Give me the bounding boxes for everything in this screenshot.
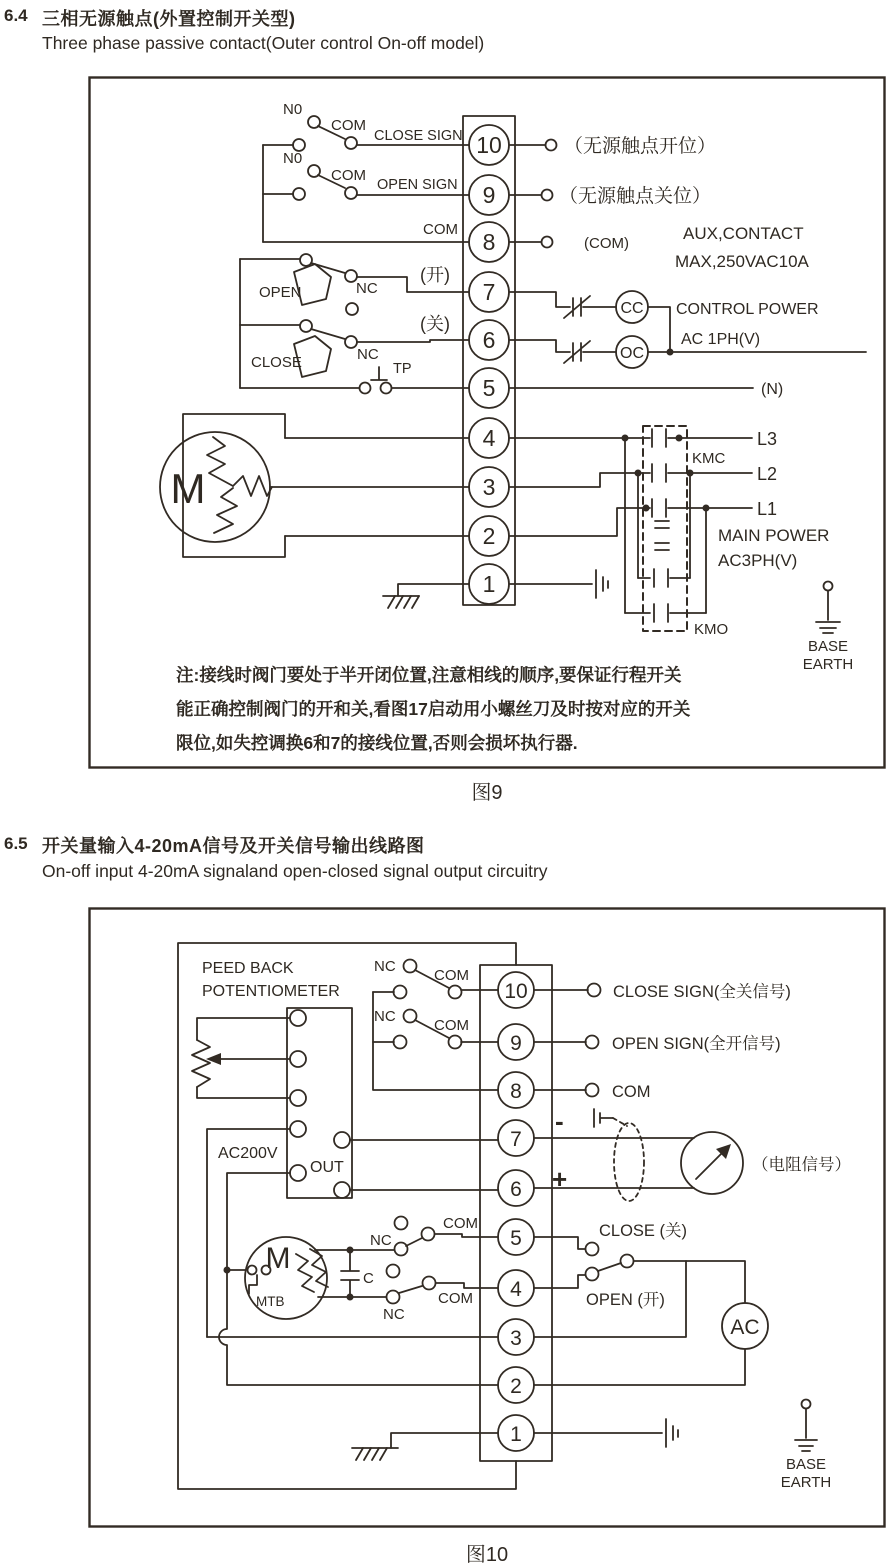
resistance-signal-output — [534, 1106, 851, 1201]
label-close-guan: CLOSE (关) — [599, 1222, 688, 1240]
label-ac1ph: AC 1PH(V) — [681, 331, 761, 348]
label-com-bus: COM — [423, 221, 458, 238]
label-nc-close: NC — [357, 346, 379, 363]
terminal-6: 6 — [510, 1178, 522, 1201]
figure10-caption: 图10 — [465, 1544, 509, 1566]
earth-fig10 — [352, 1400, 831, 1492]
terminal-7: 7 — [482, 279, 496, 305]
label-feedback-2: POTENTIOMETER — [202, 983, 340, 1000]
winding-icon — [214, 488, 237, 533]
contactor-kmc-kmo — [509, 426, 829, 638]
label-com-c: COM — [443, 1215, 478, 1232]
terminal-4: 4 — [510, 1278, 522, 1301]
label-motor-m: M — [265, 1242, 291, 1275]
thermal-protector-icon — [249, 1275, 257, 1294]
label-nc-b: NC — [374, 1008, 396, 1025]
section-65-title-zh: 开关量输入4-20mA信号及开关信号输出线路图 — [42, 836, 425, 856]
figure9-caption: 图9 — [471, 782, 503, 804]
label-com: COM — [612, 1083, 651, 1101]
label-neutral: (N) — [761, 381, 784, 398]
label-motor-m: M — [170, 465, 206, 512]
label-nc-a: NC — [374, 958, 396, 975]
label-com-2: COM — [331, 167, 366, 184]
terminal-1: 1 — [510, 1423, 522, 1446]
label-nc-c: NC — [370, 1232, 392, 1249]
label-cc-coil: CC — [620, 300, 644, 317]
label-mtb: MTB — [256, 1294, 285, 1309]
label-aux-rating: MAX,250VAC10A — [675, 252, 809, 271]
label-open-sign: OPEN SIGN — [377, 177, 458, 193]
winding-icon — [233, 476, 272, 496]
terminal-10: 10 — [504, 980, 528, 1003]
label-com-d: COM — [438, 1290, 473, 1307]
label-kmc: KMC — [692, 450, 726, 467]
label-close-sign: CLOSE SIGN(全关信号) — [613, 983, 791, 1001]
terminal-10: 10 — [476, 132, 502, 158]
control-power-fig9 — [509, 291, 866, 398]
label-tp: TP — [393, 361, 412, 377]
label-earth: EARTH — [780, 1474, 832, 1491]
label-com-1: COM — [331, 117, 366, 134]
label-c: C — [363, 1270, 374, 1287]
winding-icon — [207, 437, 233, 486]
wiring-note — [176, 665, 691, 753]
label-out: OUT — [310, 1159, 344, 1176]
ground-symbol-fig9 — [383, 584, 469, 608]
terminal-strip-fig9 — [463, 116, 515, 605]
label-no-2: N0 — [283, 150, 303, 167]
ac-supply-wire-with-hop — [219, 1173, 498, 1385]
label-control-power: CONTROL POWER — [676, 301, 819, 318]
motor-fig9 — [160, 414, 469, 557]
label-com-paren: (COM) — [584, 235, 629, 252]
terminal-8: 8 — [482, 229, 496, 255]
terminal-3: 3 — [510, 1327, 522, 1350]
label-open-kai: OPEN (开) — [586, 1291, 665, 1309]
terminal-2: 2 — [510, 1375, 522, 1398]
label-open-sign: OPEN SIGN(全开信号) — [612, 1035, 781, 1053]
open-close-selector — [534, 1221, 768, 1385]
shield-ellipse-icon — [614, 1123, 644, 1201]
label-nc-open: NC — [356, 280, 378, 297]
label-nc-d: NC — [383, 1306, 405, 1323]
label-aux-contact: AUX,CONTACT — [683, 224, 804, 243]
label-ac3ph: AC3PH(V) — [718, 551, 798, 570]
potentiometer-icon — [192, 1040, 210, 1087]
label-feedback-1: PEED BACK — [202, 960, 294, 977]
label-com-a: COM — [434, 967, 469, 984]
figure9-wiring-diagram — [88, 76, 886, 770]
label-close-sign: CLOSE SIGN — [374, 128, 463, 144]
label-ac: AC — [730, 1316, 760, 1339]
note-line-3: 限位,如失控调换6和7的接线位置,否则会损坏执行器. — [176, 733, 578, 753]
section-65-title-en: On-off input 4-20mA signaland open-closed signal output circuitry — [42, 861, 548, 881]
note-line-2: 能正确控制阀门的开和关,看图17启动用小螺丝刀及时按对应的开关 — [176, 699, 691, 719]
earth-fig9 — [509, 570, 853, 673]
label-plus: + — [552, 1164, 568, 1194]
section-64-title-en: Three phase passive contact(Outer control On-off model) — [42, 33, 485, 53]
terminal-9: 9 — [482, 182, 496, 208]
section-65-number: 6.5 — [4, 834, 28, 853]
winding-icon — [296, 1254, 314, 1292]
tp-button-icon — [371, 367, 387, 380]
terminal-4: 4 — [482, 425, 496, 451]
label-resist-signal: （电阻信号） — [752, 1156, 851, 1174]
note-line-1: 注:接线时阀门要处于半开闭位置,注意相线的顺序,要保证行程开关 — [176, 665, 682, 685]
label-earth: EARTH — [802, 656, 854, 673]
capacitor-icon — [341, 1250, 359, 1297]
figure10-wiring-diagram — [88, 907, 886, 1530]
shield-ground-icon — [594, 1109, 613, 1127]
label-passive-open: （无源触点开位） — [564, 136, 717, 157]
label-l1: L1 — [757, 499, 778, 519]
terminal-7: 7 — [510, 1128, 522, 1151]
label-main-power: MAIN POWER — [718, 526, 830, 545]
figure9-border — [90, 78, 885, 768]
label-base: BASE — [785, 1456, 827, 1473]
motor-fig10 — [224, 1215, 499, 1323]
terminal-3: 3 — [482, 474, 496, 500]
label-l2: L2 — [757, 464, 778, 484]
label-kmo: KMO — [694, 621, 729, 638]
signal-outputs-fig10 — [534, 982, 791, 1101]
terminal-2: 2 — [482, 523, 496, 549]
label-open: OPEN — [259, 284, 302, 301]
section-64-title-zh: 三相无源触点(外置控制开关型) — [42, 9, 296, 29]
label-close: CLOSE — [251, 354, 302, 371]
terminal-8: 8 — [510, 1080, 522, 1103]
terminal-1: 1 — [482, 571, 496, 597]
label-ac200v: AC200V — [218, 1145, 278, 1162]
label-l3: L3 — [757, 429, 778, 449]
terminal-9: 9 — [510, 1032, 522, 1055]
label-com-b: COM — [434, 1017, 469, 1034]
limit-switches-fig9 — [240, 254, 469, 394]
label-oc-coil: OC — [620, 345, 644, 362]
label-guan: (关) — [420, 314, 450, 334]
aux-contacts-fig9 — [509, 135, 810, 271]
label-passive-close: （无源触点关位） — [559, 186, 712, 207]
label-kai: (开) — [420, 265, 450, 285]
terminal-6: 6 — [482, 327, 496, 353]
terminal-5: 5 — [510, 1227, 522, 1250]
label-base: BASE — [807, 638, 849, 655]
terminal-5: 5 — [482, 375, 496, 401]
signal-switches-fig9 — [263, 101, 469, 242]
label-minus: - — [555, 1106, 564, 1136]
terminal-strip-fig10 — [480, 965, 552, 1461]
section-64-number: 6.4 — [4, 6, 28, 25]
label-no-1: N0 — [283, 101, 303, 118]
